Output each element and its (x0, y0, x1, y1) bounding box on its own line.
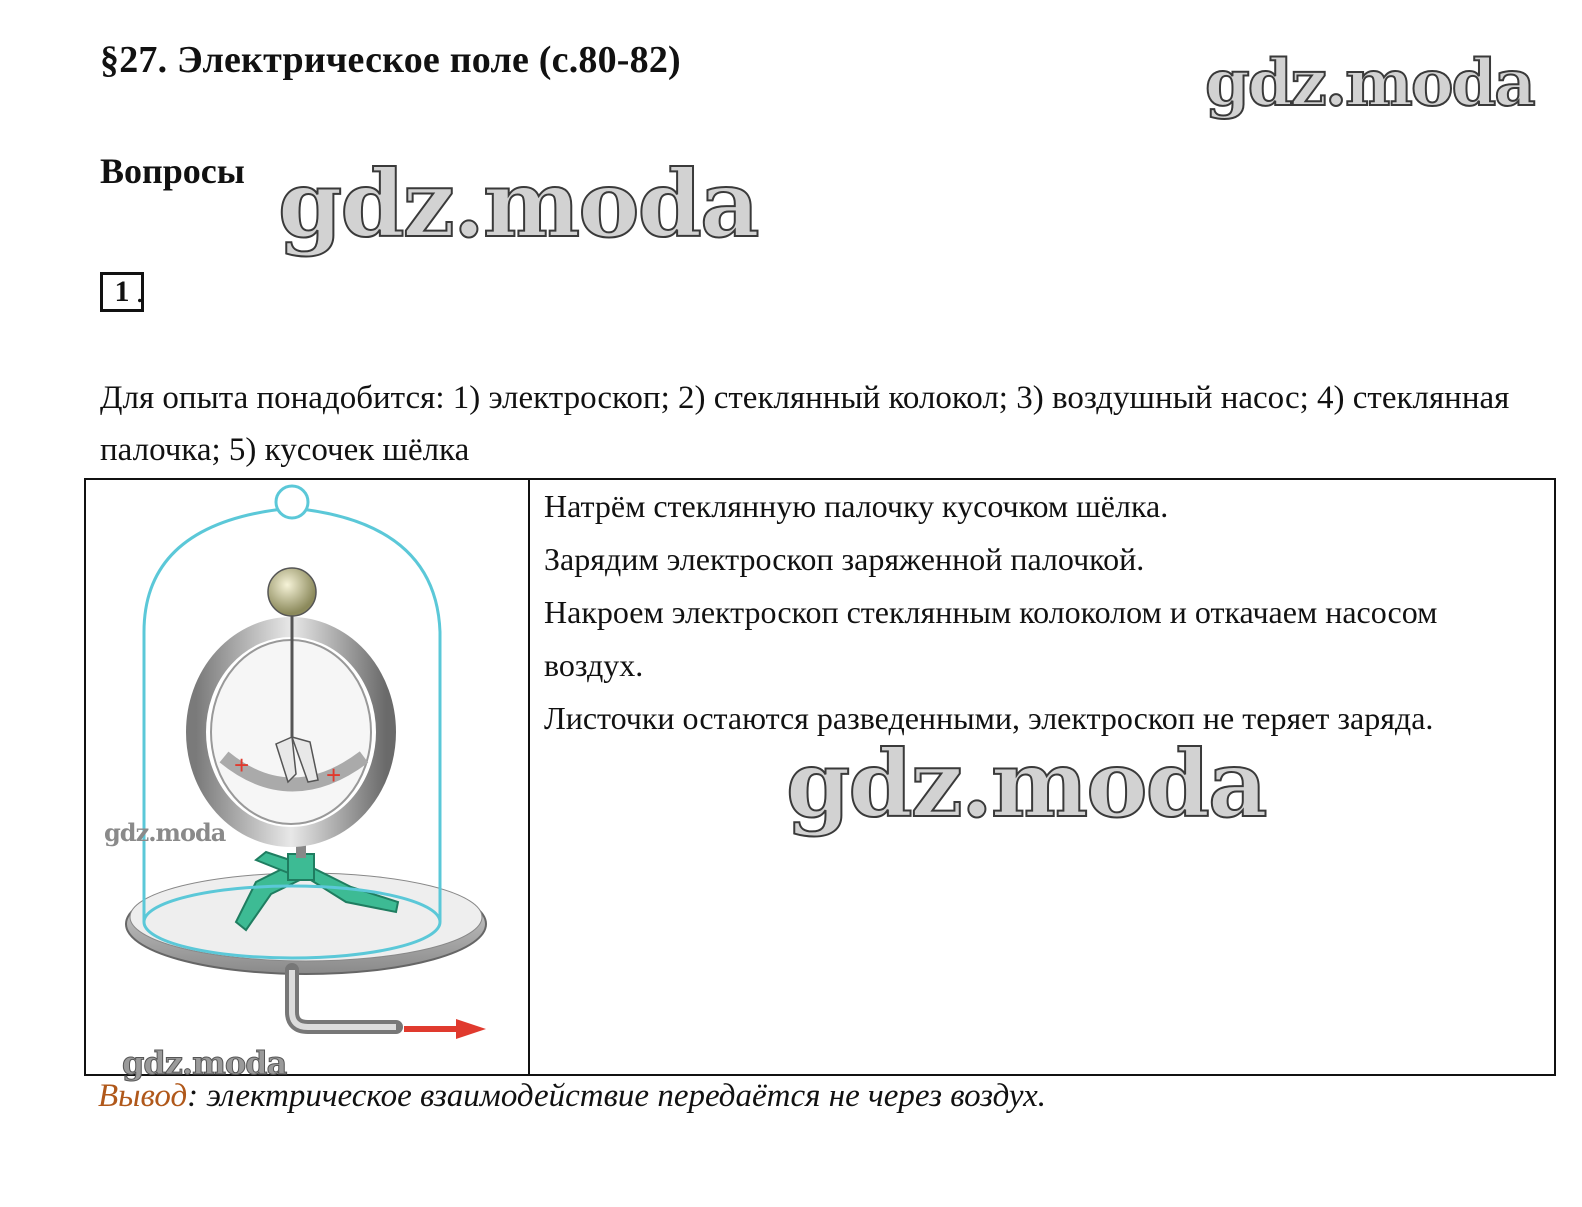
charge-sign-left: + (234, 750, 250, 780)
pump-pipe (292, 970, 396, 1027)
step-text: Зарядим электроскоп заряженной палочкой. (544, 541, 1145, 577)
watermark: gdz.moda (1205, 46, 1534, 121)
glass-bell-knob (276, 486, 308, 518)
page-title: §27. Электрическое поле (с.80-82) (100, 39, 681, 81)
conclusion-text: : электрическое взаимодействие передаётся не через воздух. (187, 1078, 1046, 1114)
conclusion (98, 1078, 1046, 1115)
question-number: 1 (114, 275, 130, 308)
table-divider (528, 478, 530, 1076)
electroscope-ball (268, 568, 316, 616)
step-text: Накроем электроскоп стеклянным колоколом и откачаем насосом воздух. (544, 594, 1438, 683)
charge-sign-right: + (326, 760, 342, 790)
watermark: gdz.moda (122, 1044, 287, 1082)
conclusion-label: Вывод (98, 1078, 188, 1114)
step-text: Натрём стеклянную палочку кусочком шёлка. (544, 488, 1169, 524)
procedure-steps (544, 480, 1544, 745)
watermark: gdz.moda (104, 818, 226, 847)
airflow-arrow (404, 1019, 486, 1039)
watermark: gdz.moda (278, 150, 758, 258)
electroscope-figure (96, 482, 524, 1072)
step-text: Листочки остаются разведенными, электроскоп не теряет заряда. (544, 700, 1434, 736)
equipment-list: Для опыта понадобится: 1) электроскоп; 2) стеклянный колокол; 3) воздушный насос; 4) стеклянная палочка; 5) кусочек шёлка (100, 380, 1510, 468)
question-number-dot: . (136, 276, 144, 309)
watermark: gdz.moda (786, 730, 1266, 838)
section-heading: Вопросы (100, 151, 245, 191)
